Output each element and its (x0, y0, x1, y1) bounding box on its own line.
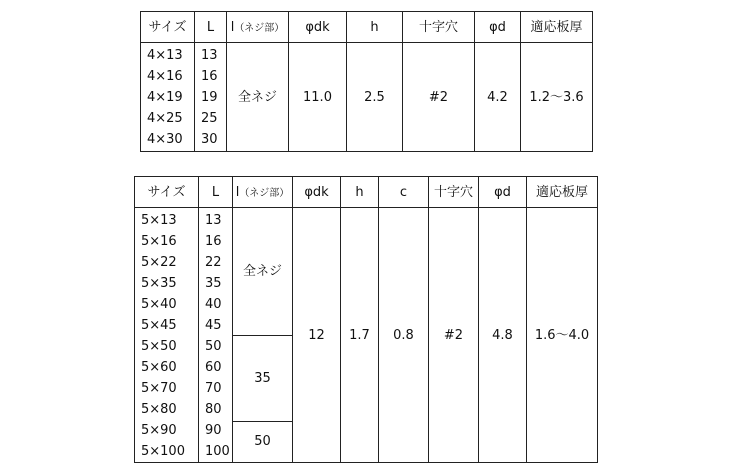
size-cell: 4×19 (147, 90, 183, 105)
length-cell: 25 (201, 111, 218, 126)
c-cell: 0.8 (379, 208, 429, 463)
header-head-height: h (347, 12, 403, 43)
size-cell: 5×90 (141, 423, 177, 438)
size-cell: 5×13 (141, 213, 177, 228)
length-cell: 60 (205, 360, 222, 375)
header-plate-thickness: 適応板厚 (527, 177, 598, 208)
size-list (141, 43, 195, 152)
length-cell: 70 (205, 381, 222, 396)
length-cell: 16 (201, 69, 218, 84)
head-diameter-cell: 11.0 (289, 43, 347, 152)
header-size: サイズ (135, 177, 199, 208)
header-l-label: l (235, 184, 240, 200)
header-L: L (199, 177, 233, 208)
header-head-diameter: φdk (289, 12, 347, 43)
size-cell: 4×25 (147, 111, 183, 126)
header-cross-recess: 十字穴 (403, 12, 475, 43)
length-cell: 13 (205, 213, 222, 228)
length-cell: 50 (205, 339, 222, 354)
length-cell: 100 (205, 444, 230, 459)
size-cell: 5×100 (141, 444, 185, 459)
header-head-diameter: φdk (293, 177, 341, 208)
header-L: L (195, 12, 227, 43)
header-thread-length (233, 177, 293, 208)
head-diameter-cell: 12 (293, 208, 341, 463)
spec-table-m4 (140, 11, 593, 152)
length-list (199, 208, 233, 463)
header-l-note: （ネジ部） (234, 22, 285, 34)
size-cell: 4×13 (147, 48, 183, 63)
plate-thickness-cell: 1.6〜4.0 (527, 208, 598, 463)
size-cell: 5×80 (141, 402, 177, 417)
header-row (141, 12, 593, 43)
plate-thickness-cell: 1.2〜3.6 (521, 43, 593, 152)
header-plate-thickness: 適応板厚 (521, 12, 593, 43)
size-cell: 5×22 (141, 255, 177, 270)
size-cell: 5×50 (141, 339, 177, 354)
size-cell: 4×30 (147, 132, 183, 147)
length-cell: 16 (205, 234, 222, 249)
thread-cell: 全ネジ (227, 43, 289, 152)
length-cell: 13 (201, 48, 218, 63)
thread-group-cell: 全ネジ (233, 208, 293, 336)
size-list (135, 208, 199, 463)
header-row (135, 177, 598, 208)
size-cell: 5×35 (141, 276, 177, 291)
header-l-note: （ネジ部） (239, 187, 290, 199)
size-cell: 5×45 (141, 318, 177, 333)
length-list (195, 43, 227, 152)
size-cell: 5×16 (141, 234, 177, 249)
length-cell: 35 (205, 276, 222, 291)
table-row (141, 43, 593, 152)
header-shaft-diameter: φd (479, 177, 527, 208)
length-cell: 19 (201, 90, 218, 105)
header-thread-length (227, 12, 289, 43)
thread-group-cell: 50 (233, 421, 293, 462)
length-cell: 30 (201, 132, 218, 147)
size-cell: 5×70 (141, 381, 177, 396)
length-cell: 22 (205, 255, 222, 270)
size-cell: 4×16 (147, 69, 183, 84)
header-c: c (379, 177, 429, 208)
thread-group-cell: 35 (233, 335, 293, 421)
shaft-diameter-cell: 4.8 (479, 208, 527, 463)
length-cell: 90 (205, 423, 222, 438)
table-row (135, 208, 598, 336)
length-cell: 40 (205, 297, 222, 312)
cross-recess-cell: #2 (403, 43, 475, 152)
header-cross-recess: 十字穴 (429, 177, 479, 208)
size-cell: 5×60 (141, 360, 177, 375)
size-cell: 5×40 (141, 297, 177, 312)
shaft-diameter-cell: 4.2 (475, 43, 521, 152)
length-cell: 45 (205, 318, 222, 333)
head-height-cell: 2.5 (347, 43, 403, 152)
cross-recess-cell: #2 (429, 208, 479, 463)
head-height-cell: 1.7 (341, 208, 379, 463)
length-cell: 80 (205, 402, 222, 417)
spec-table-m5 (134, 176, 598, 463)
header-head-height: h (341, 177, 379, 208)
header-size: サイズ (141, 12, 195, 43)
header-l-label: l (230, 19, 235, 35)
header-shaft-diameter: φd (475, 12, 521, 43)
